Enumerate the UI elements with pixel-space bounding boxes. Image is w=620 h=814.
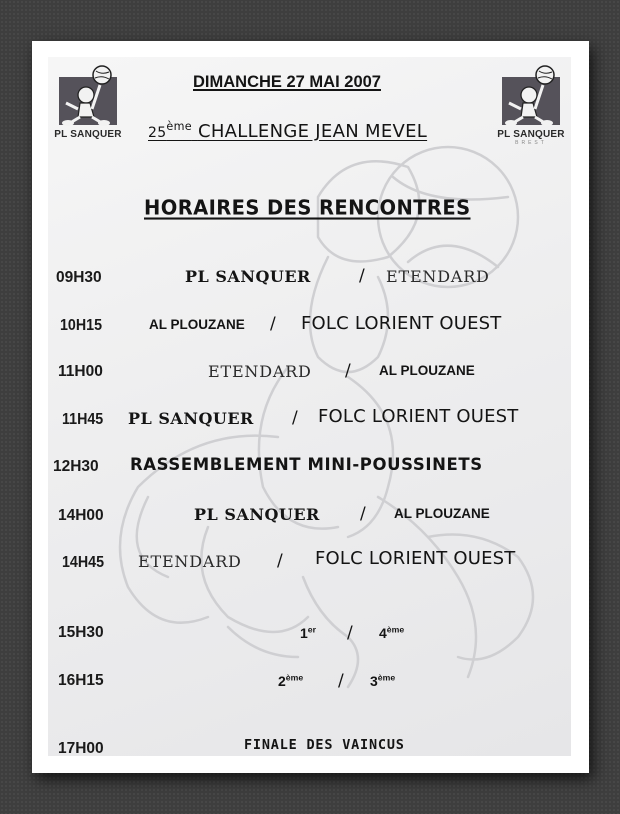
- match-time: 10H15: [60, 317, 103, 334]
- poster-sheet: [48, 57, 571, 756]
- match-separator: /: [360, 504, 366, 524]
- match-separator: /: [277, 551, 283, 571]
- match-team-home: AL PLOUZANE: [149, 317, 245, 332]
- rank-ordinal: ème: [386, 624, 405, 635]
- match-rank-away: [379, 625, 404, 641]
- schedule-event: FINALE DES VAINCUS: [244, 737, 405, 753]
- match-time: 15H30: [58, 624, 104, 641]
- match-team-away: AL PLOUZANE: [394, 506, 490, 521]
- match-rank-away: [370, 673, 395, 689]
- rank-number: 3: [370, 673, 378, 689]
- match-team-away: FOLC LORIENT OUEST: [318, 406, 519, 427]
- rank-number: 4: [379, 625, 387, 641]
- match-time: 16H15: [58, 672, 104, 689]
- challenge-number: 25: [148, 125, 167, 141]
- match-rank-home: [300, 625, 316, 641]
- match-time: 09H30: [56, 269, 102, 286]
- match-team-home: ETENDARD: [138, 552, 242, 571]
- schedule-event: RASSEMBLEMENT MINI-POUSSINETS: [130, 455, 483, 474]
- challenge-name: CHALLENGE JEAN MEVEL: [197, 121, 428, 142]
- match-rank-home: [278, 673, 303, 689]
- rank-ordinal: ème: [377, 672, 396, 683]
- match-team-away: FOLC LORIENT OUEST: [301, 313, 502, 334]
- rank-number: 1: [300, 625, 308, 641]
- match-separator: /: [345, 361, 351, 381]
- event-date: DIMANCHE 27 MAI 2007: [193, 73, 381, 91]
- rank-number: 2: [278, 673, 286, 689]
- rank-ordinal: er: [307, 624, 316, 635]
- match-team-home: PL SANQUER: [185, 267, 311, 286]
- match-separator: /: [270, 314, 276, 334]
- match-separator: /: [338, 671, 344, 691]
- rank-ordinal: ème: [285, 672, 304, 683]
- match-team-away: AL PLOUZANE: [379, 363, 475, 378]
- club-logo-right: [496, 65, 566, 146]
- match-time: 11H45: [62, 411, 104, 428]
- challenge-title: [148, 121, 427, 142]
- mascot-logo-icon: [56, 65, 120, 127]
- match-time: 12H30: [53, 458, 99, 475]
- match-team-away: FOLC LORIENT OUEST: [315, 548, 516, 569]
- club-logo-left: [53, 65, 123, 140]
- match-team-home: ETENDARD: [208, 362, 312, 381]
- match-separator: /: [347, 623, 353, 643]
- match-time: 17H00: [58, 740, 104, 756]
- schedule-heading: HORAIRES DES RENCONTRES: [144, 195, 471, 220]
- logo-club-name: PL SANQUER: [497, 129, 565, 140]
- match-team-away: ETENDARD: [386, 267, 490, 286]
- challenge-ordinal: ème: [166, 120, 192, 133]
- match-time: 14H45: [62, 554, 105, 571]
- logo-club-name: PL SANQUER: [54, 129, 122, 140]
- match-team-home: PL SANQUER: [128, 409, 254, 428]
- match-time: 11H00: [58, 363, 103, 380]
- match-time: 14H00: [58, 507, 104, 524]
- match-separator: /: [292, 408, 298, 428]
- match-separator: /: [359, 266, 365, 286]
- logo-subtitle: BREST: [515, 140, 547, 146]
- mascot-logo-icon: [499, 65, 563, 127]
- match-team-home: PL SANQUER: [194, 505, 320, 524]
